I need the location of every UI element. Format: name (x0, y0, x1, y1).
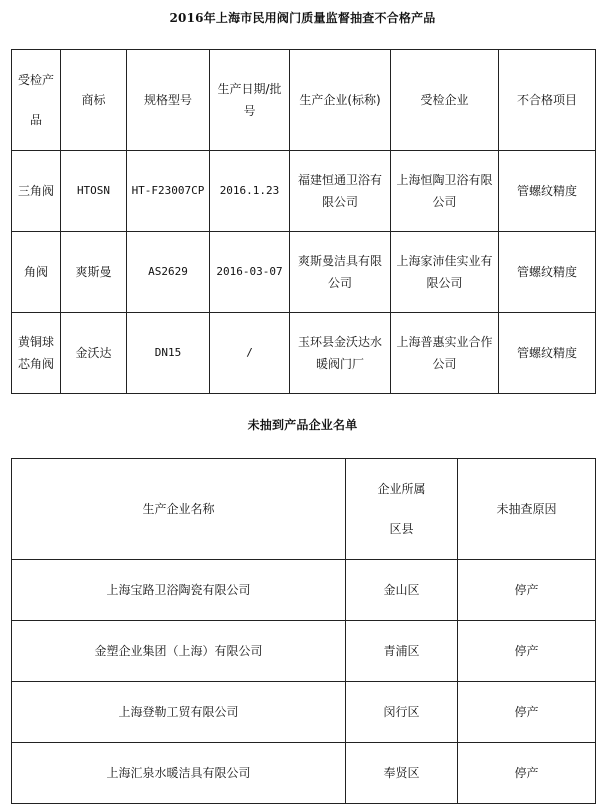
cell-product: 黄铜球芯角阀 (12, 313, 61, 394)
cell-brand: HTOSN (61, 151, 127, 232)
table-row (12, 621, 596, 682)
cell-reason: 停产 (458, 560, 596, 621)
page-title: 2016年上海市民用阀门质量监督抽查不合格产品 (169, 11, 436, 25)
cell-manufacturer: 爽斯曼洁具有限公司 (290, 232, 391, 313)
cell-inspected-company: 上海普惠实业合作公司 (391, 313, 499, 394)
table-row (12, 560, 596, 621)
unsampled-companies-table (11, 458, 596, 804)
cell-failed-item: 管螺纹精度 (499, 151, 596, 232)
table-row (12, 232, 596, 313)
header-manufacturer: 生产企业(标称) (290, 50, 391, 151)
cell-product: 角阀 (12, 232, 61, 313)
cell-date-batch: 2016.1.23 (210, 151, 290, 232)
table-row (12, 682, 596, 743)
cell-company-name: 上海宝路卫浴陶瓷有限公司 (12, 560, 346, 621)
cell-model: DN15 (127, 313, 210, 394)
cell-reason: 停产 (458, 743, 596, 804)
cell-brand: 爽斯曼 (61, 232, 127, 313)
cell-date-batch: 2016-03-07 (210, 232, 290, 313)
cell-company-name: 上海汇泉水暖洁具有限公司 (12, 743, 346, 804)
cell-failed-item: 管螺纹精度 (499, 232, 596, 313)
cell-district: 青浦区 (346, 621, 458, 682)
cell-reason: 停产 (458, 682, 596, 743)
cell-district: 奉贤区 (346, 743, 458, 804)
cell-district: 闵行区 (346, 682, 458, 743)
cell-manufacturer: 福建恒通卫浴有限公司 (290, 151, 391, 232)
section-title: 未抽到产品企业名单 (247, 418, 358, 432)
header-row (12, 50, 596, 151)
cell-failed-item: 管螺纹精度 (499, 313, 596, 394)
header-product: 受检产品 (12, 50, 61, 151)
header-district: 企业所属区县 (346, 459, 458, 560)
cell-inspected-company: 上海恒陶卫浴有限公司 (391, 151, 499, 232)
cell-manufacturer: 玉环县金沃达水暖阀门厂 (290, 313, 391, 394)
header-row (12, 459, 596, 560)
cell-product: 三角阀 (12, 151, 61, 232)
cell-district: 金山区 (346, 560, 458, 621)
cell-inspected-company: 上海家沛佳实业有限公司 (391, 232, 499, 313)
header-model: 规格型号 (127, 50, 210, 151)
header-reason: 未抽查原因 (458, 459, 596, 560)
cell-company-name: 金塑企业集团（上海）有限公司 (12, 621, 346, 682)
header-date-batch: 生产日期/批号 (210, 50, 290, 151)
cell-model: AS2629 (127, 232, 210, 313)
header-failed-item: 不合格项目 (499, 50, 596, 151)
cell-date-batch: / (210, 313, 290, 394)
nonconforming-products-table (11, 49, 596, 394)
header-company-name: 生产企业名称 (12, 459, 346, 560)
table-row (12, 313, 596, 394)
cell-brand: 金沃达 (61, 313, 127, 394)
header-inspected-company: 受检企业 (391, 50, 499, 151)
cell-reason: 停产 (458, 621, 596, 682)
cell-company-name: 上海登勒工贸有限公司 (12, 682, 346, 743)
table-row (12, 743, 596, 804)
table-row (12, 151, 596, 232)
header-brand: 商标 (61, 50, 127, 151)
cell-model: HT-F23007CP (127, 151, 210, 232)
